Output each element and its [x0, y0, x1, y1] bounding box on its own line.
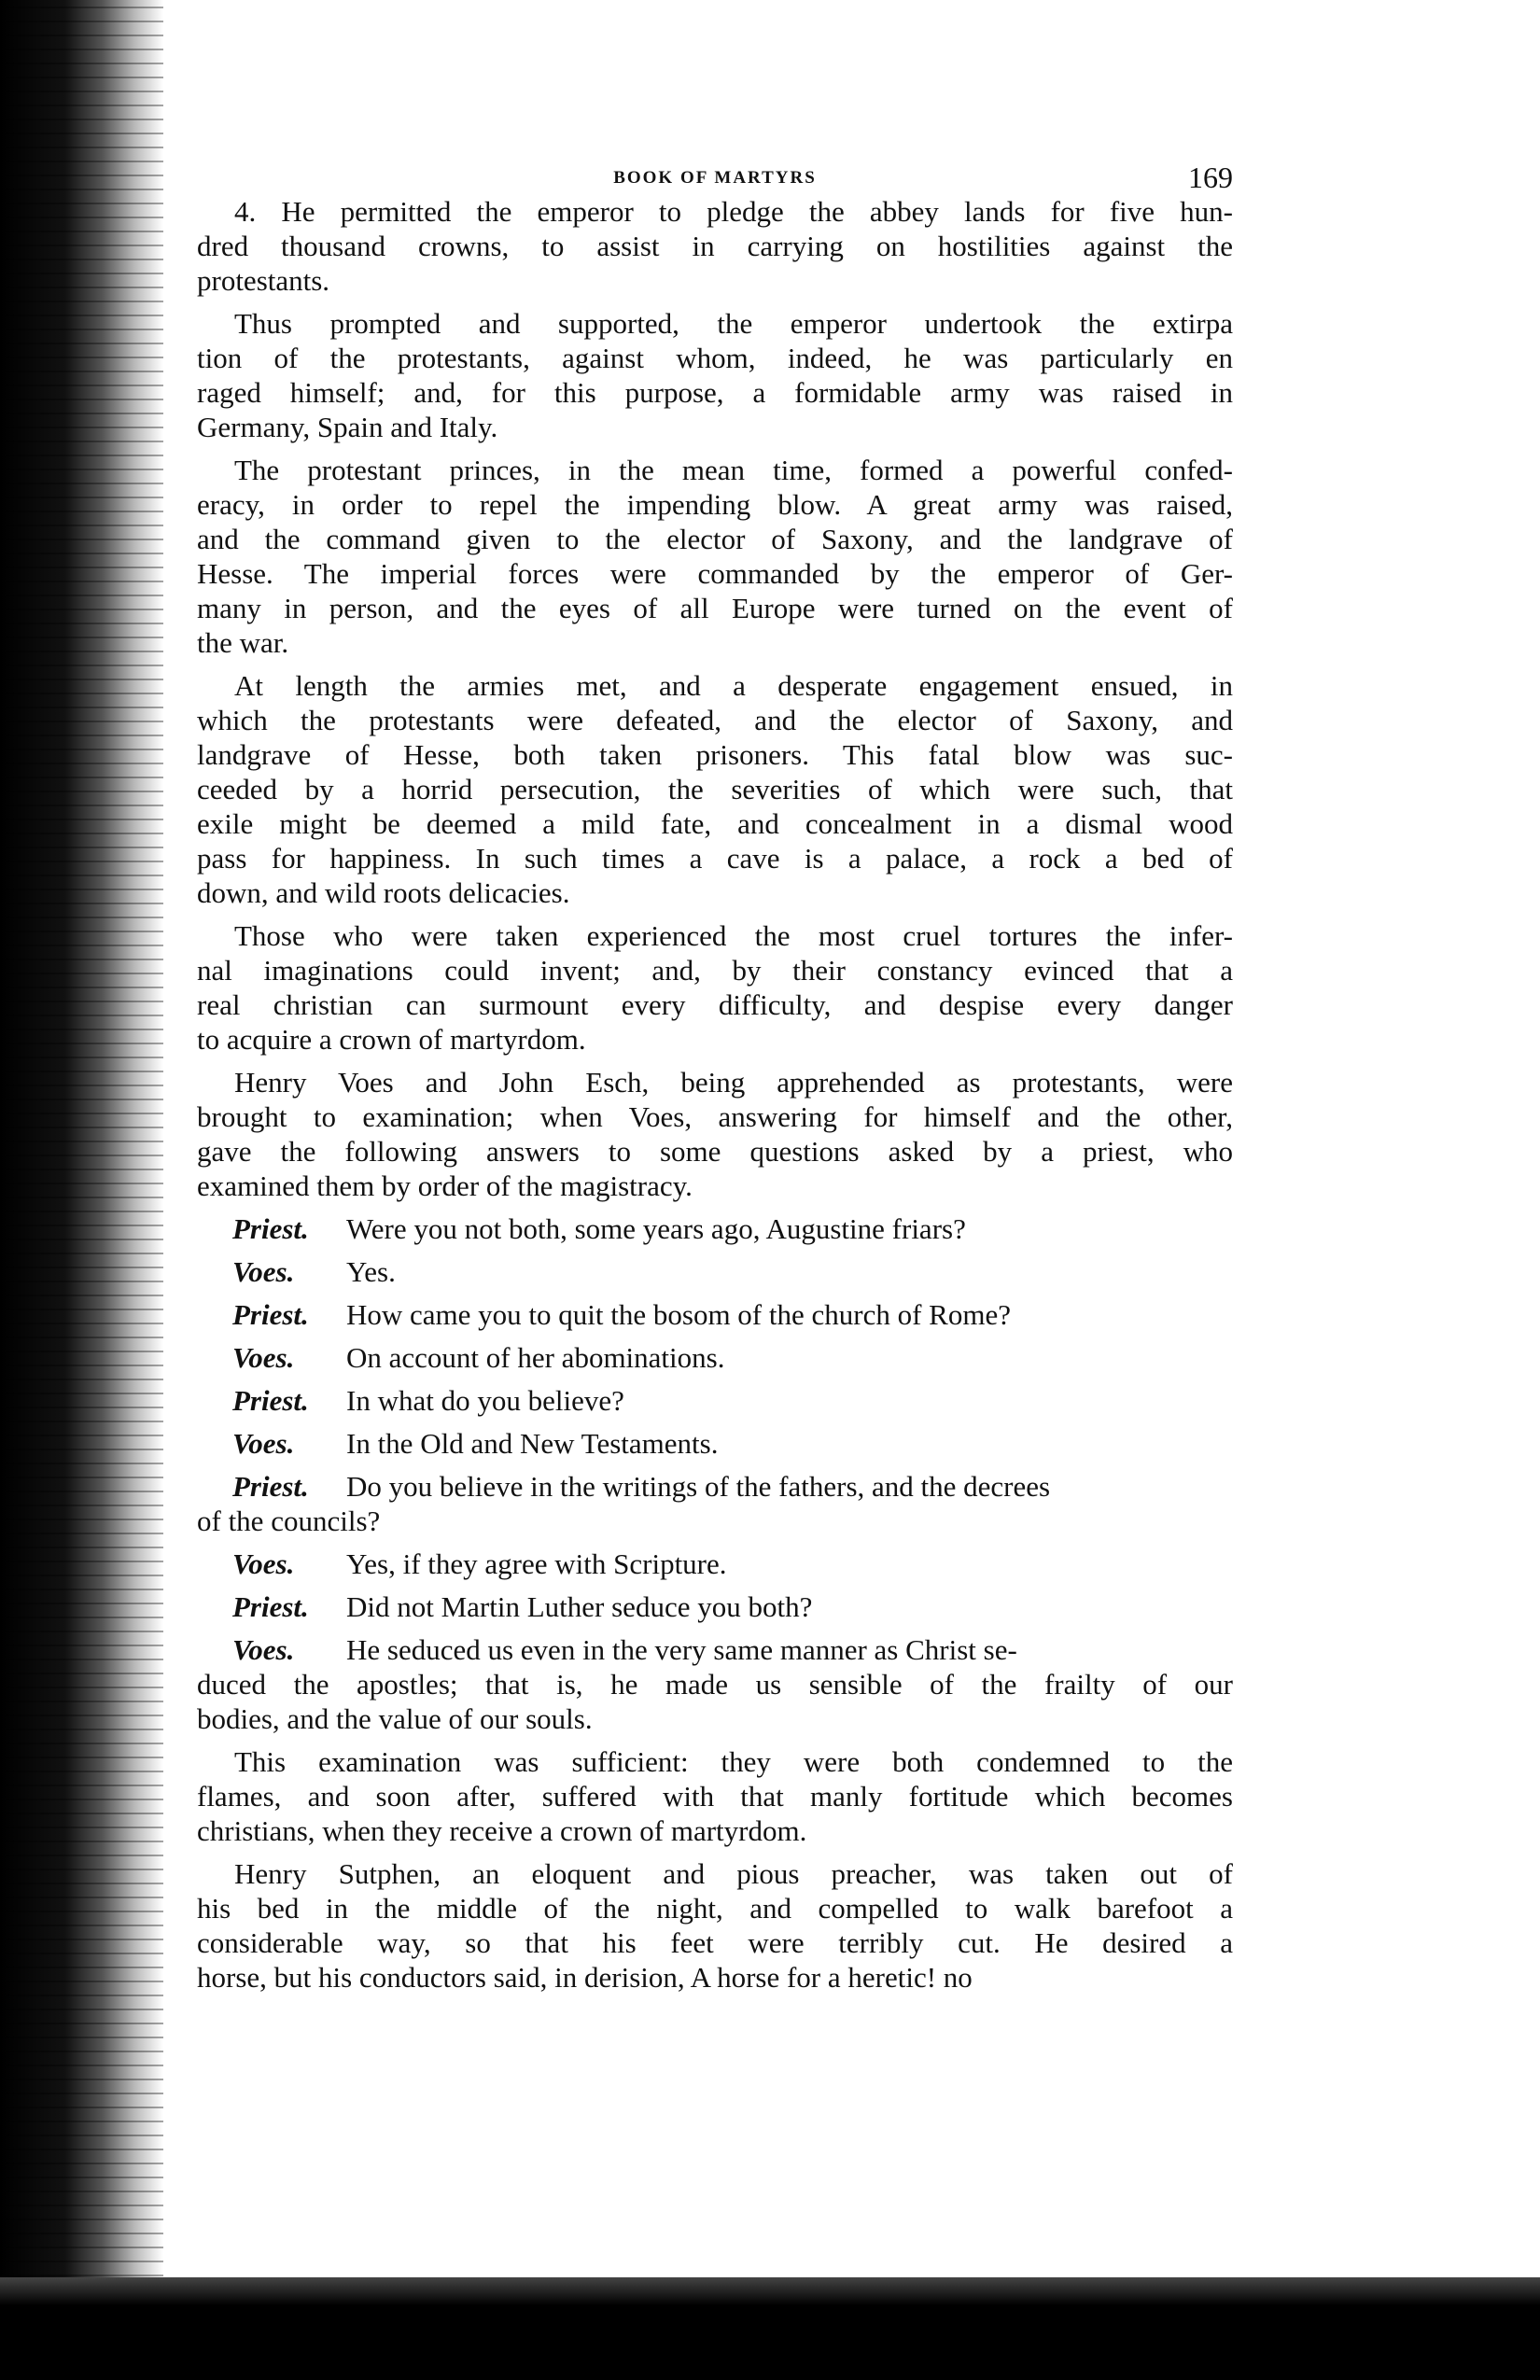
paragraph [197, 1856, 1233, 1995]
paragraph [197, 918, 1233, 1057]
text-line: gave the following answers to some questions asked by a priest, who [197, 1135, 1233, 1168]
text-line: Henry Voes and John Esch, being apprehended as protestants, were [234, 1066, 1233, 1099]
dialogue-line [197, 1469, 1233, 1504]
text-line: nal imaginations could invent; and, by their constancy evinced that a [197, 954, 1233, 987]
scan-bottom-border [0, 2277, 1540, 2380]
paragraph [197, 1744, 1233, 1848]
dialogue-line [197, 1297, 1233, 1332]
dialogue-line [197, 1211, 1233, 1246]
text-line: eracy, in order to repel the impending blow. A great army was raised, [197, 488, 1233, 521]
text-line: and the command given to the elector of Saxony, and the landgrave of [197, 523, 1233, 555]
text-line: Henry Sutphen, an eloquent and pious preacher, was taken out of [234, 1857, 1233, 1890]
text-line: ceeded by a horrid persecution, the severities of which were such, that [197, 773, 1233, 805]
dialogue-text: In the Old and New Testaments. [346, 1427, 719, 1460]
text-line: brought to examination; when Voes, answering for himself and the other, [197, 1100, 1233, 1133]
dialogue-text: In what do you believe? [346, 1384, 624, 1417]
text-line: examined them by order of the magistracy. [197, 1169, 693, 1202]
paragraph [197, 194, 1233, 298]
text-line: exile might be deemed a mild fate, and concealment in a dismal wood [197, 807, 1233, 840]
scan-page-edge [0, 0, 163, 2380]
speaker-label: Voes. [232, 1427, 295, 1460]
dialogue-text: Yes. [346, 1255, 396, 1288]
dialogue-line [197, 1426, 1233, 1461]
text-line: tion of the protestants, against whom, indeed, he was particularly en [197, 342, 1233, 374]
dialogue-continuation: duced the apostles; that is, he made us sensible of the frailty of our [197, 1668, 1233, 1701]
text-line: dred thousand crowns, to assist in carrying on hostilities against the [197, 230, 1233, 262]
dialogue-continuation: of the councils? [197, 1505, 381, 1537]
paragraph [197, 668, 1233, 910]
dialogue-text: On account of her abominations. [346, 1341, 725, 1374]
text-line: to acquire a crown of martyrdom. [197, 1023, 586, 1056]
dialogue-text: He seduced us even in the very same manner as Christ se- [346, 1633, 1017, 1666]
text-line: considerable way, so that his feet were terribly cut. He desired a [197, 1926, 1233, 1959]
dialogue-line [197, 1547, 1233, 1581]
dialogue-line [197, 1589, 1233, 1624]
speaker-label: Voes. [232, 1633, 295, 1666]
text-line: Thus prompted and supported, the emperor undertook the extirpa [234, 307, 1233, 340]
text-line: his bed in the middle of the night, and compelled to walk barefoot a [197, 1892, 1233, 1925]
dialogue-text: Yes, if they agree with Scripture. [346, 1547, 727, 1580]
text-line: raged himself; and, for this purpose, a formidable army was raised in [197, 376, 1233, 409]
speaker-label: Priest. [232, 1298, 309, 1331]
text-line: the war. [197, 626, 289, 659]
paragraph [197, 453, 1233, 660]
speaker-label: Priest. [232, 1470, 309, 1503]
text-line: down, and wild roots delicacies. [197, 876, 570, 909]
text-line: pass for happiness. In such times a cave is a palace, a rock a bed of [197, 842, 1233, 875]
text-line: The protestant princes, in the mean time, formed a powerful confed- [234, 454, 1233, 486]
dialogue-text: Were you not both, some years ago, Augustine friars? [346, 1212, 966, 1245]
text-line: Hesse. The imperial forces were commanded by the emperor of Ger- [197, 557, 1233, 590]
paragraph [197, 306, 1233, 444]
text-line: horse, but his conductors said, in derision, A horse for a heretic! no [197, 1961, 973, 1994]
speaker-label: Voes. [232, 1547, 295, 1580]
text-line: Germany, Spain and Italy. [197, 411, 498, 443]
dialogue-line [197, 1340, 1233, 1375]
text-line: At length the armies met, and a desperate engagement ensued, in [234, 669, 1233, 702]
text-line: landgrave of Hesse, both taken prisoners. This fatal blow was suc- [197, 738, 1233, 771]
text-line: which the protestants were defeated, and the elector of Saxony, and [197, 704, 1233, 736]
speaker-label: Voes. [232, 1255, 295, 1288]
text-line: christians, when they receive a crown of martyrdom. [197, 1814, 807, 1847]
dialogue-line [197, 1383, 1233, 1418]
page-body [197, 194, 1233, 1995]
text-line: This examination was sufficient: they were both condemned to the [234, 1745, 1233, 1778]
paragraph [197, 1065, 1233, 1203]
speaker-label: Voes. [232, 1341, 295, 1374]
text-line: flames, and soon after, suffered with that manly fortitude which becomes [197, 1780, 1233, 1813]
speaker-label: Priest. [232, 1384, 309, 1417]
running-title: BOOK OF MARTYRS [613, 168, 817, 188]
text-line: protestants. [197, 264, 330, 297]
dialogue-text: Do you believe in the writings of the fathers, and the decrees [346, 1470, 1051, 1503]
dialogue-line [197, 1254, 1233, 1289]
page-header [197, 161, 1233, 198]
dialogue-line [197, 1632, 1233, 1667]
text-line: 4. He permitted the emperor to pledge the abbey lands for five hun- [234, 195, 1233, 228]
dialogue-continuation: bodies, and the value of our souls. [197, 1702, 593, 1735]
dialogue-text: Did not Martin Luther seduce you both? [346, 1590, 813, 1623]
text-line: real christian can surmount every difficulty, and despise every danger [197, 988, 1233, 1021]
dialogue-text: How came you to quit the bosom of the church of Rome? [346, 1298, 1011, 1331]
speaker-label: Priest. [232, 1590, 309, 1623]
speaker-label: Priest. [232, 1212, 309, 1245]
text-line: Those who were taken experienced the most cruel tortures the infer- [234, 919, 1233, 952]
page-number: 169 [1188, 161, 1233, 194]
text-line: many in person, and the eyes of all Europe were turned on the event of [197, 592, 1233, 624]
